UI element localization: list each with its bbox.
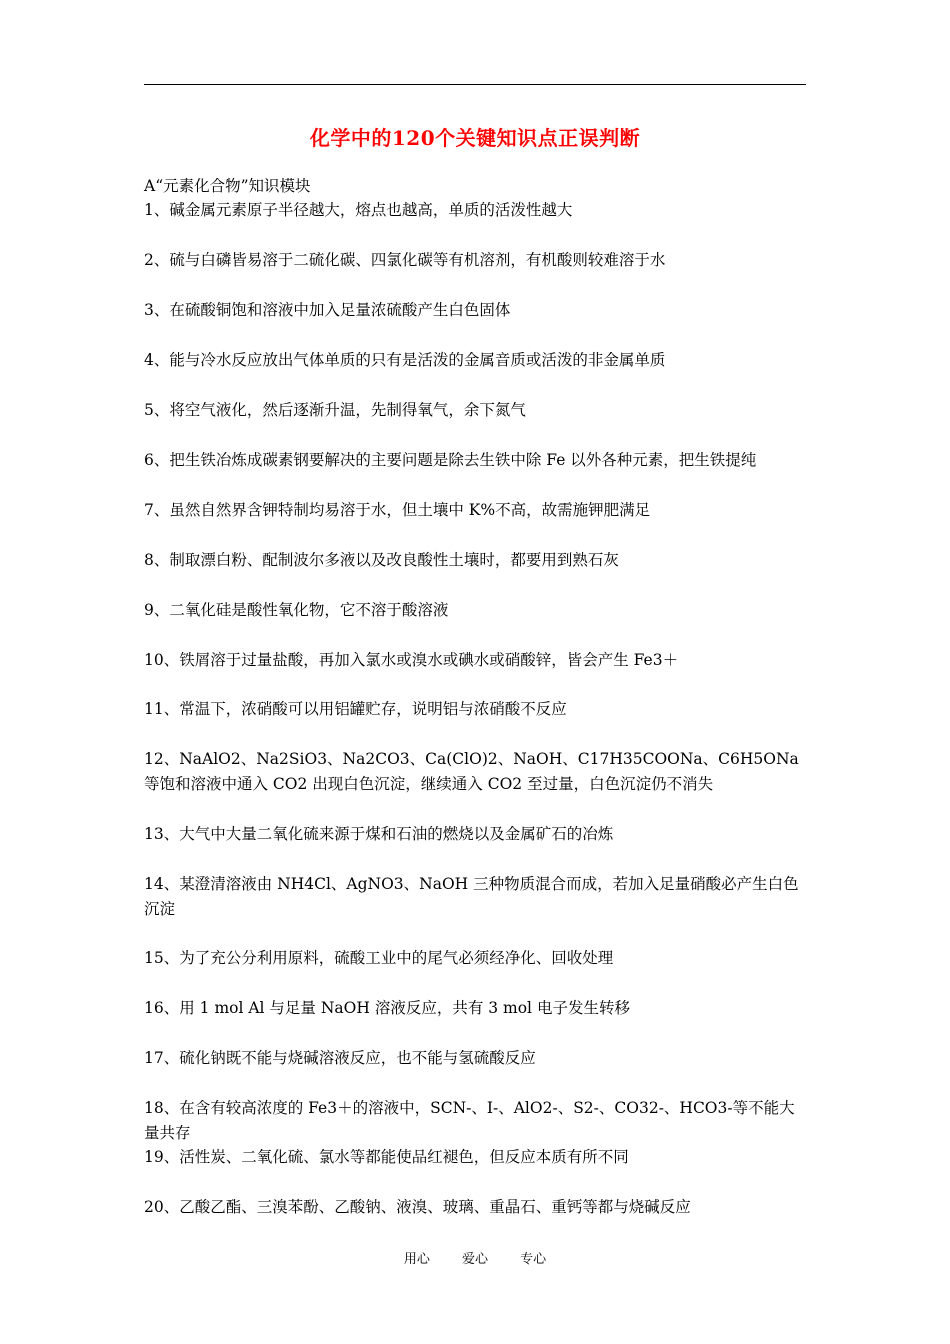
list-item: 5、将空气液化，然后逐渐升温，先制得氧气，余下氮气	[144, 401, 526, 419]
list-item: 14、某澄清溶液由 NH4Cl、AgNO3、NaOH 三种物质混合而成，若加入足量硝酸必产生白色沉淀	[144, 875, 799, 918]
list-item: 19、活性炭、二氧化硫、氯水等都能使品红褪色，但反应本质有所不同	[144, 1148, 629, 1166]
footer-text: 爱心	[461, 1252, 488, 1267]
list-item: 8、制取漂白粉、配制波尔多液以及改良酸性土壤时，都要用到熟石灰	[144, 551, 619, 569]
footer-text: 用心	[403, 1252, 430, 1267]
list-item: 6、把生铁冶炼成碳素钢要解决的主要问题是除去生铁中除 Fe 以外各种元素，把生铁提纯	[144, 451, 757, 469]
footer-text: 专心	[520, 1252, 547, 1267]
list-item: 3、在硫酸铜饱和溶液中加入足量浓硫酸产生白色固体	[144, 301, 511, 319]
list-item: 2、硫与白磷皆易溶于二硫化碳、四氯化碳等有机溶剂，有机酸则较难溶于水	[144, 251, 666, 269]
list-item: 13、大气中大量二氧化硫来源于煤和石油的燃烧以及金属矿石的冶炼	[144, 825, 614, 843]
list-item: 4、能与冷水反应放出气体单质的只有是活泼的金属音质或活泼的非金属单质	[144, 351, 666, 369]
list-item: 10、铁屑溶于过量盐酸，再加入氯水或溴水或碘水或硝酸锌，皆会产生 Fe3＋	[144, 651, 679, 669]
list-item: 7、虽然自然界含钾特制均易溶于水，但土壤中 K%不高，故需施钾肥满足	[144, 501, 651, 519]
list-item: 16、用 1 mol Al 与足量 NaOH 溶液反应，共有 3 mol 电子发生转移	[144, 999, 630, 1017]
list-item: 11、常温下，浓硝酸可以用铝罐贮存，说明铝与浓硝酸不反应	[144, 700, 567, 718]
list-item: 18、在含有较高浓度的 Fe3＋的溶液中，SCN-、I-、AlO2-、S2-、CO32-、HCO3-等不能大量共存	[144, 1099, 795, 1142]
list-item: 17、硫化钠既不能与烧碱溶液反应，也不能与氢硫酸反应	[144, 1049, 536, 1067]
section-heading: A“元素化合物”知识模块	[144, 177, 311, 195]
list-item: 15、为了充公分利用原料，硫酸工业中的尾气必须经净化、回收处理	[144, 949, 614, 967]
list-item: 12、NaAlO2、Na2SiO3、Na2CO3、Ca(ClO)2、NaOH、C17H35COONa、C6H5ONa 等饱和溶液中通入 CO2 出现白色沉淀，继续通入 CO2 至过量，白色沉淀仍不消失	[144, 750, 799, 793]
list-item: 9、二氧化硅是酸性氧化物，它不溶于酸溶液	[144, 601, 449, 619]
list-item: 1、碱金属元素原子半径越大，熔点也越高，单质的活泼性越大	[144, 201, 573, 219]
header-rule	[144, 84, 806, 85]
page-footer	[0, 1248, 950, 1267]
list-item: 20、乙酸乙酯、三溴苯酚、乙酸钠、液溴、玻璃、重晶石、重钙等都与烧碱反应	[144, 1198, 691, 1216]
document-title: 化学中的120个关键知识点正误判断	[309, 126, 641, 150]
